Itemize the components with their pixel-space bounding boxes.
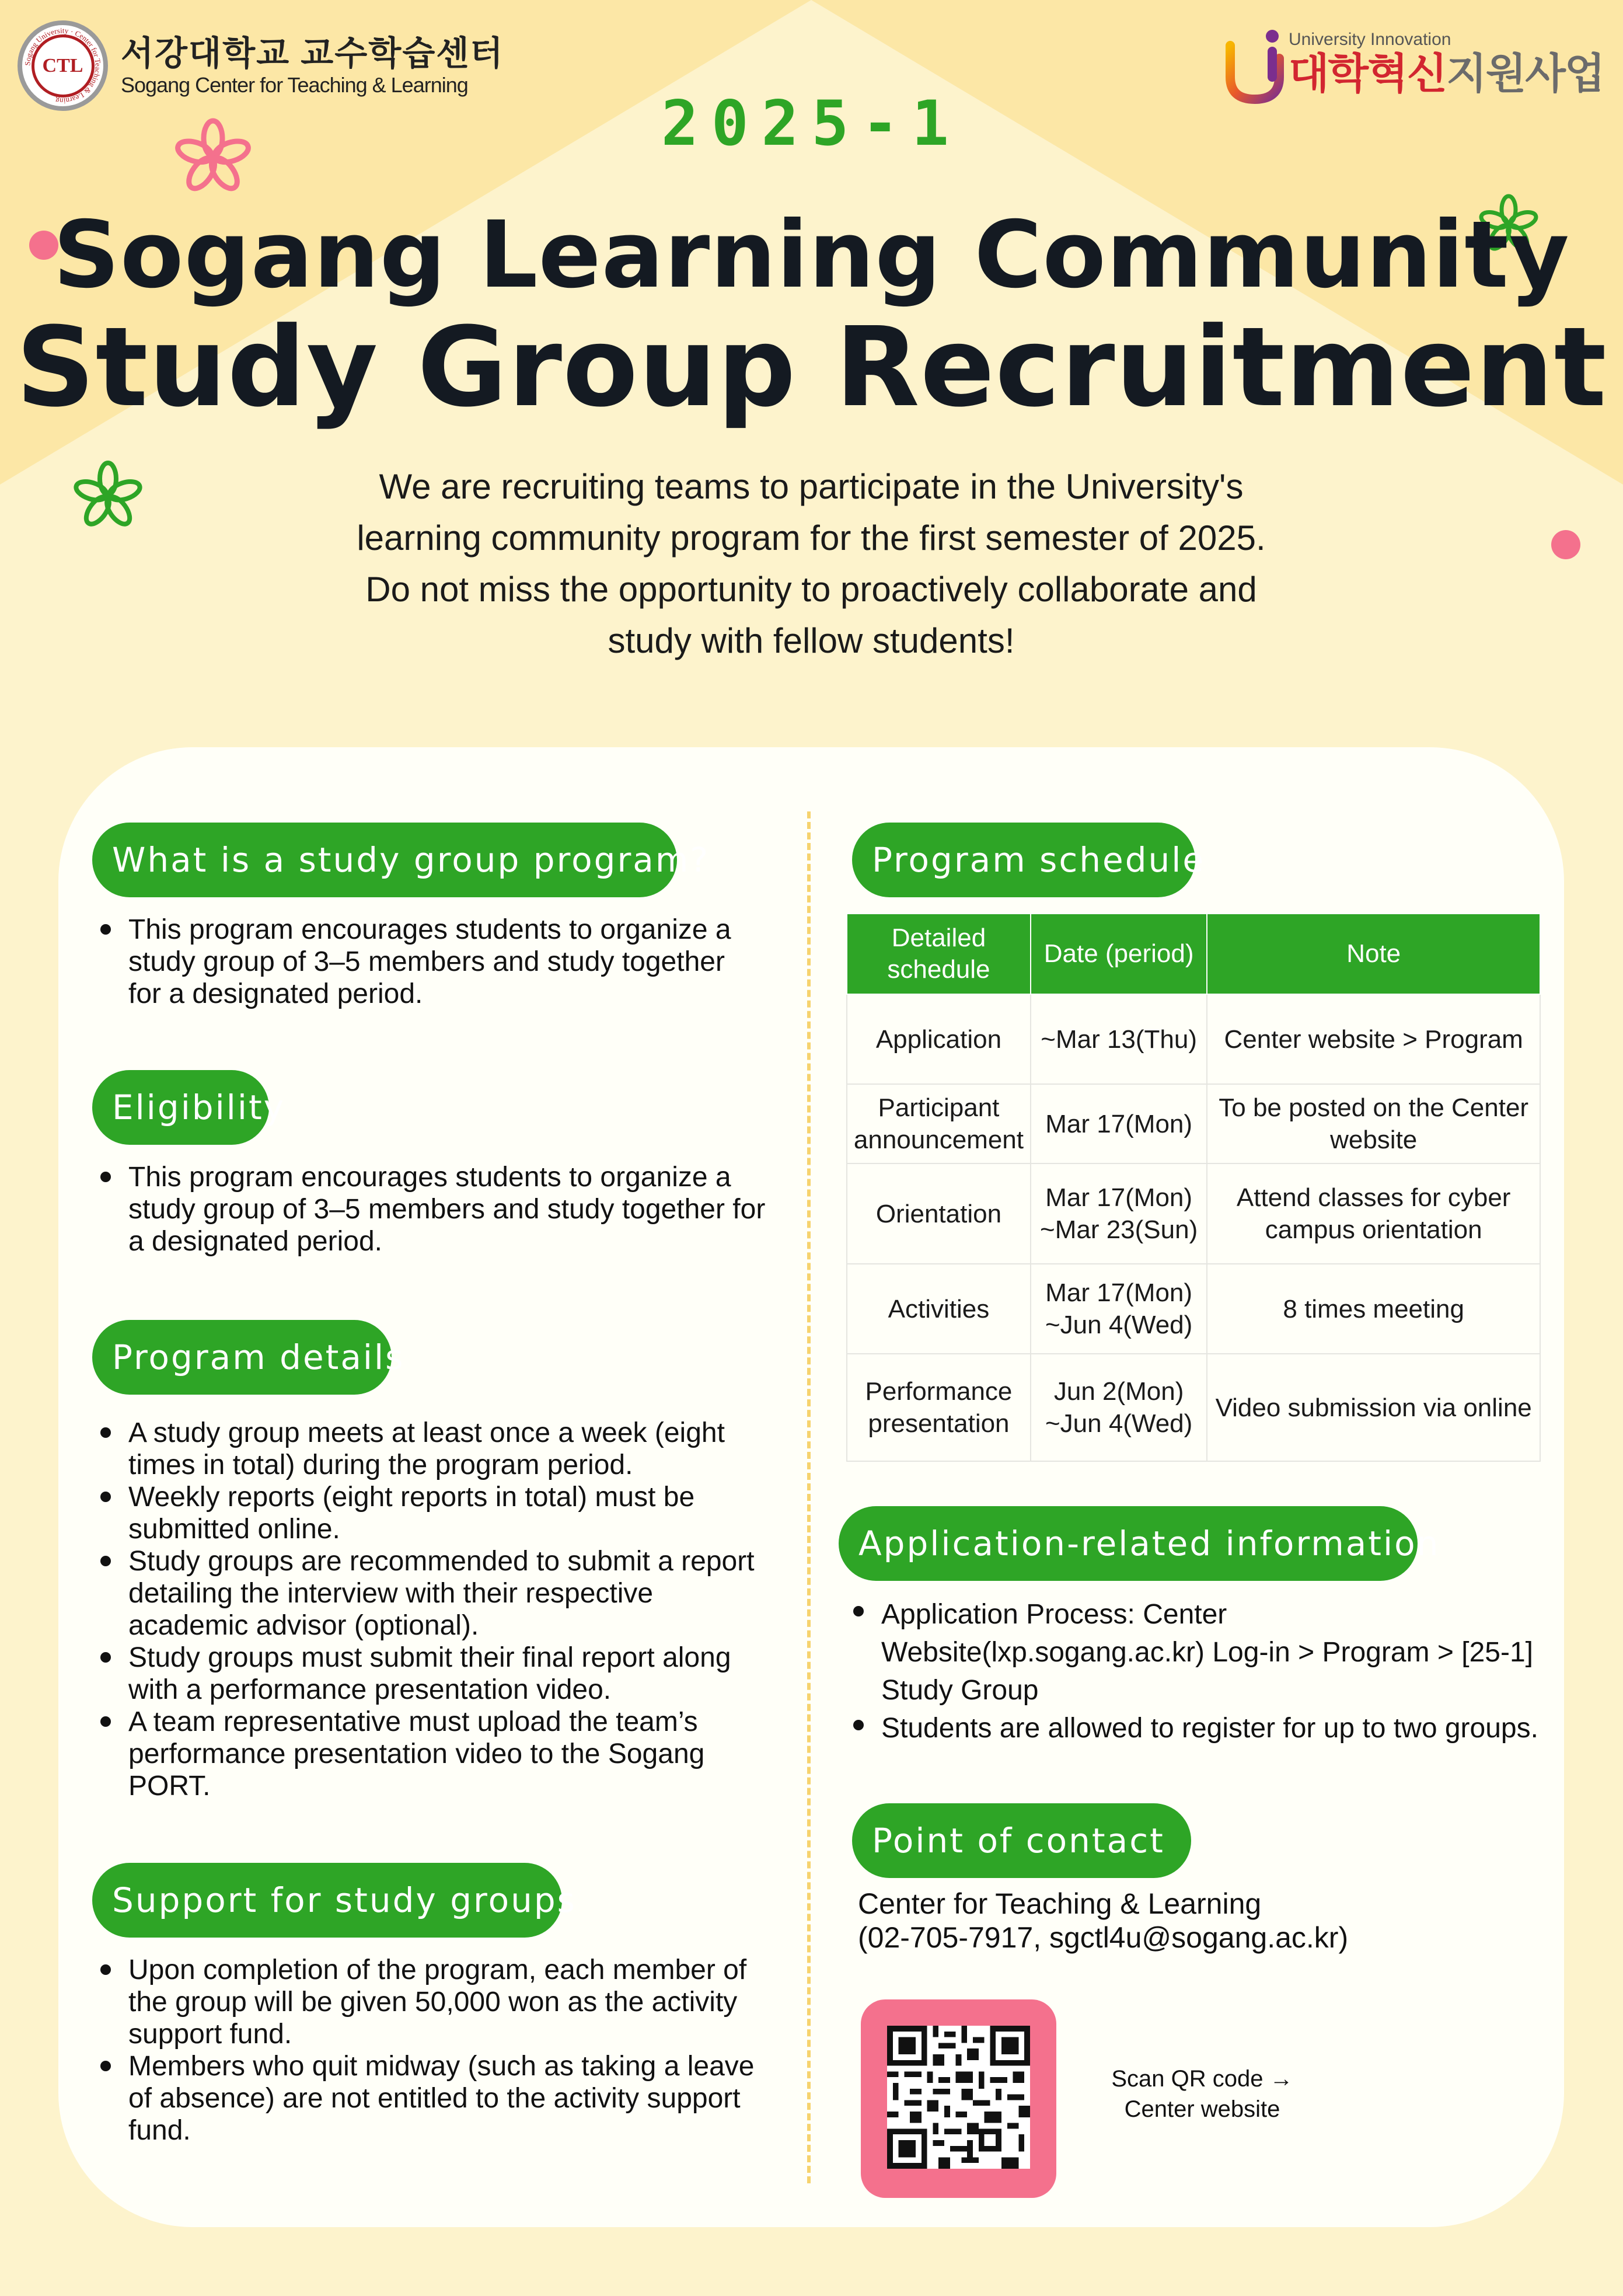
svg-text:Sogang University · Center for: Sogang University · Center for Teaching & Learning <box>23 26 103 106</box>
schedule-note: Video submission via online <box>1207 1354 1540 1461</box>
table-row <box>847 1264 1540 1354</box>
ctl-name-korean: 서강대학교 교수학습센터 <box>121 34 504 72</box>
innovation-small-text: University Innovation <box>1289 30 1451 49</box>
list-item: Members who quit midway (such as taking a leave of absence) are not entitled to the activity support fund. <box>93 2050 759 2147</box>
list-item: This program encourages students to organize a study group of 3–5 members and study together for a designated period. <box>93 1161 776 1257</box>
schedule-table <box>846 913 1541 1462</box>
schedule-note: Attend classes for cyber campus orientation <box>1207 1163 1540 1264</box>
list-item: Application Process: Center Website(lxp.sogang.ac.kr) Log-in > Program > [25-1] Study Group <box>846 1595 1552 1709</box>
list-item: Upon completion of the program, each member of the group will be given 50,000 won as the activity support fund. <box>93 1954 759 2050</box>
table-row <box>847 1163 1540 1264</box>
schedule-note: Center website > Program <box>1207 994 1540 1084</box>
application-list <box>846 1595 1552 1747</box>
schedule-item: Performance presentation <box>847 1354 1031 1461</box>
contact-org: Center for Teaching & Learning <box>858 1887 1262 1920</box>
list-item: This program encourages students to organize a study group of 3–5 members and study together for a designated period. <box>93 914 759 1010</box>
innovation-big-text: 대학혁신지원사업 <box>1289 51 1604 97</box>
contact-details[interactable]: (02-705-7917, sgctl4u@sogang.ac.kr) <box>858 1921 1349 1954</box>
schedule-item: Participant announcement <box>847 1084 1031 1163</box>
schedule-item: Orientation <box>847 1163 1031 1264</box>
schedule-date: Mar 17(Mon) ~Mar 23(Sun) <box>1031 1163 1207 1264</box>
list-item: A team representative must upload the team’s performance presentation video to the Sogang PORT. <box>93 1706 776 1802</box>
column-divider <box>807 811 811 2183</box>
pink-dot <box>1551 530 1580 559</box>
schedule-date: ~Mar 13(Thu) <box>1031 994 1207 1084</box>
section-heading-application: Application-related information <box>839 1506 1418 1581</box>
column-header: Date (period) <box>1031 914 1207 994</box>
table-header-row <box>847 914 1540 994</box>
qr-code-icon[interactable] <box>887 2026 1030 2169</box>
section-heading-eligibility: Eligibility <box>92 1070 269 1145</box>
seal-text: CTL <box>32 34 95 97</box>
list-item: Study groups are recommended to submit a report detailing the interview with their respective academic advisor (optional). <box>93 1545 776 1642</box>
column-header: Note <box>1207 914 1540 994</box>
semester-year: 2025-1 <box>661 88 962 159</box>
schedule-date: Jun 2(Mon) ~Jun 4(Wed) <box>1031 1354 1207 1461</box>
table-row <box>847 1084 1540 1163</box>
intro-text: We are recruiting teams to participate in the University's learning community program for the first semester of 2025. Do not miss the opportunity to proactively collaborate and study with fellow students! <box>357 467 1266 660</box>
section-heading-contact: Point of contact <box>852 1803 1191 1878</box>
table-row <box>847 994 1540 1084</box>
schedule-date: Mar 17(Mon) ~Jun 4(Wed) <box>1031 1264 1207 1354</box>
section-heading-details: Program details <box>92 1320 392 1395</box>
title-line-2: Study Group Recruitment <box>16 304 1607 431</box>
qr-caption: Scan QR code → Center website <box>1111 2066 1293 2122</box>
schedule-note: 8 times meeting <box>1207 1264 1540 1354</box>
what-list <box>93 914 759 1010</box>
list-item: Study groups must submit their final report along with a performance presentation video. <box>93 1642 776 1706</box>
schedule-note: To be posted on the Center website <box>1207 1084 1540 1163</box>
ctl-name-english: Sogang Center for Teaching & Learning <box>121 72 468 97</box>
list-item: A study group meets at least once a week (eight times in total) during the program period. <box>93 1417 776 1481</box>
table-row <box>847 1354 1540 1461</box>
contact-info <box>858 1887 1348 1954</box>
schedule-item: Activities <box>847 1264 1031 1354</box>
section-heading-schedule: Program schedule <box>852 823 1195 897</box>
section-heading-what: What is a study group program? <box>92 823 677 897</box>
section-heading-support: Support for study groups <box>92 1863 562 1938</box>
column-header: Detailed schedule <box>847 914 1031 994</box>
title-line-1: Sogang Learning Community <box>53 201 1570 309</box>
eligibility-list <box>93 1161 776 1257</box>
schedule-date: Mar 17(Mon) <box>1031 1084 1207 1163</box>
schedule-item: Application <box>847 994 1031 1084</box>
list-item: Students are allowed to register for up to two groups. <box>846 1709 1552 1747</box>
list-item: Weekly reports (eight reports in total) must be submitted online. <box>93 1481 776 1545</box>
details-list <box>93 1417 776 1802</box>
support-list <box>93 1954 759 2147</box>
green-flower-icon <box>70 458 146 534</box>
